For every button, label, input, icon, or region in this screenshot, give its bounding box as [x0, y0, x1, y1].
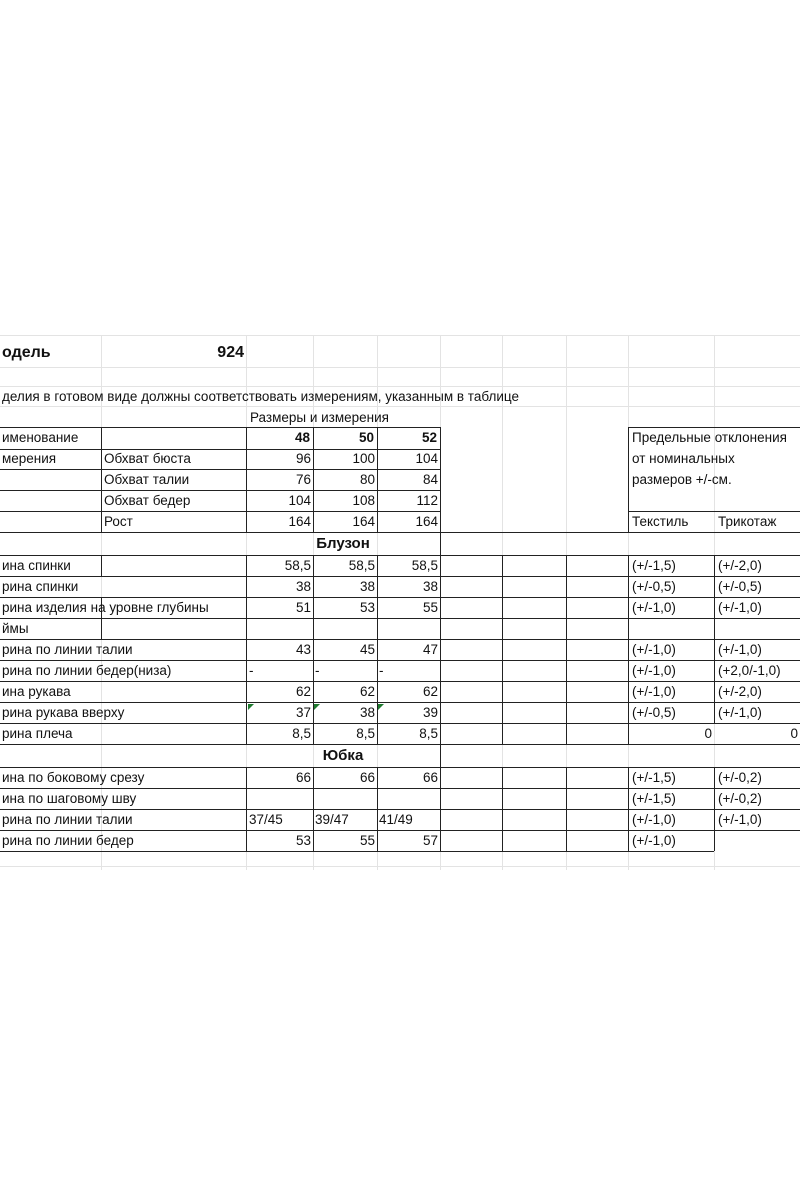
- tolerance-title: Предельные отклонения: [632, 430, 787, 445]
- grid-line: [0, 406, 800, 407]
- name-label: именование: [2, 430, 79, 445]
- size-value: 47: [422, 642, 438, 657]
- size-value: 51: [295, 600, 311, 615]
- tolerance-knit: (+2,0/-1,0): [718, 663, 781, 678]
- tolerance-knit: (+/-0,5): [718, 579, 762, 594]
- size-value: 53: [295, 833, 311, 848]
- size-value: 41/49: [379, 812, 413, 827]
- size-value: 39: [422, 705, 438, 720]
- size-value: 58,5: [411, 558, 438, 573]
- size-value: -: [315, 663, 320, 678]
- size-value: -: [379, 663, 384, 678]
- param-value: 96: [295, 451, 311, 466]
- param-value: 104: [288, 493, 311, 508]
- param-value: 76: [295, 472, 311, 487]
- size-value: 62: [422, 684, 438, 699]
- size-value: 37/45: [249, 812, 283, 827]
- row-label: рина изделия на уровне глубины: [2, 600, 209, 615]
- cell-comment-marker-icon: [248, 704, 254, 710]
- param-label: Обхват бедер: [104, 493, 191, 508]
- model-number: 924: [217, 344, 244, 361]
- meas-label: мерения: [2, 451, 57, 466]
- tolerance-knit: (+/-0,2): [718, 791, 762, 806]
- tolerance-textile: 0: [704, 726, 712, 741]
- grid-line: [0, 386, 800, 387]
- tolerance-textile: (+/-1,0): [632, 833, 676, 848]
- size-value: 57: [422, 833, 438, 848]
- knit-label: Трикотаж: [718, 514, 777, 529]
- grid-line: [0, 866, 800, 867]
- tolerance-textile: (+/-1,0): [632, 812, 676, 827]
- param-value: 108: [352, 493, 375, 508]
- tolerance-knit: (+/-2,0): [718, 684, 762, 699]
- model-label: одель: [2, 344, 51, 361]
- tolerance-textile: (+/-1,0): [632, 663, 676, 678]
- size-value: 45: [359, 642, 375, 657]
- size-value: 55: [359, 833, 375, 848]
- param-label: Обхват талии: [104, 472, 190, 487]
- size-value: -: [249, 663, 254, 678]
- cell-comment-marker-icon: [314, 704, 320, 710]
- size-value: 62: [295, 684, 311, 699]
- param-value: 112: [416, 493, 438, 508]
- row-label: рина рукава вверху: [2, 705, 125, 720]
- tolerance-textile: (+/-0,5): [632, 579, 676, 594]
- cell-comment-marker-icon: [378, 704, 384, 710]
- row-label: рина плеча: [2, 726, 73, 741]
- size-value: 8,5: [356, 726, 375, 741]
- tolerance-knit: (+/-0,2): [718, 770, 762, 785]
- tolerance-knit: 0: [790, 726, 798, 741]
- size-value: 58,5: [284, 558, 311, 573]
- row-label: рина спинки: [2, 579, 79, 594]
- size-48: 48: [294, 430, 310, 445]
- size-value: 66: [359, 770, 375, 785]
- tolerance-knit: (+/-1,0): [718, 812, 762, 827]
- size-value: 38: [295, 579, 311, 594]
- tolerance-textile: (+/-1,5): [632, 770, 676, 785]
- tolerance-textile: (+/-1,5): [632, 791, 676, 806]
- size-value: 58,5: [348, 558, 375, 573]
- size-52: 52: [421, 430, 437, 445]
- conformity-note: делия в готовом виде должны соответствовать измерениям, указанным в таблице: [2, 389, 519, 404]
- param-value: 100: [352, 451, 375, 466]
- row-label: ймы: [2, 621, 29, 636]
- row-label: рина по линии талии: [2, 812, 133, 827]
- row-label: ина спинки: [2, 558, 71, 573]
- size-value: 66: [422, 770, 438, 785]
- size-value: 8,5: [419, 726, 438, 741]
- tolerance-textile: (+/-1,0): [632, 600, 676, 615]
- tolerance-title: размеров +/-см.: [632, 472, 732, 487]
- size-value: 8,5: [292, 726, 311, 741]
- tolerance-textile: (+/-1,0): [632, 684, 676, 699]
- size-value: 55: [422, 600, 438, 615]
- param-value: 164: [288, 514, 311, 529]
- row-label: рина по линии бедер(низа): [2, 663, 172, 678]
- size-value: 62: [359, 684, 375, 699]
- grid-line: [0, 335, 800, 336]
- tolerance-knit: (+/-1,0): [718, 705, 762, 720]
- section-title-skirt: Юбка: [322, 747, 364, 764]
- section-title-bluzon: Блузон: [316, 535, 370, 552]
- size-value: 53: [359, 600, 375, 615]
- tolerance-textile: (+/-0,5): [632, 705, 676, 720]
- grid-line: [0, 367, 800, 368]
- size-value: 38: [422, 579, 438, 594]
- size-value: 39/47: [315, 812, 349, 827]
- row-label: ина по шаговому шву: [2, 791, 137, 806]
- param-value: 164: [415, 514, 438, 529]
- sizes-caption: Размеры и измерения: [250, 410, 389, 425]
- param-label: Обхват бюста: [104, 451, 191, 466]
- size-value: 37: [295, 705, 311, 720]
- tolerance-textile: (+/-1,0): [632, 642, 676, 657]
- tolerance-knit: (+/-1,0): [718, 642, 762, 657]
- param-value: 80: [359, 472, 375, 487]
- size-value: 38: [359, 579, 375, 594]
- textile-label: Текстиль: [632, 514, 689, 529]
- size-50: 50: [358, 430, 374, 445]
- param-label: Рост: [104, 514, 133, 529]
- tolerance-knit: (+/-2,0): [718, 558, 762, 573]
- tolerance-textile: (+/-1,5): [632, 558, 676, 573]
- param-value: 104: [415, 451, 438, 466]
- size-value: 38: [359, 705, 375, 720]
- row-label: рина по линии бедер: [2, 833, 134, 848]
- tolerance-knit: (+/-1,0): [718, 600, 762, 615]
- tolerance-title: от номинальных: [632, 451, 735, 466]
- size-value: 43: [295, 642, 311, 657]
- row-label: ина по боковому срезу: [2, 770, 145, 785]
- size-value: 66: [295, 770, 311, 785]
- row-label: ина рукава: [2, 684, 71, 699]
- row-label: рина по линии талии: [2, 642, 133, 657]
- param-value: 164: [352, 514, 375, 529]
- param-value: 84: [422, 472, 438, 487]
